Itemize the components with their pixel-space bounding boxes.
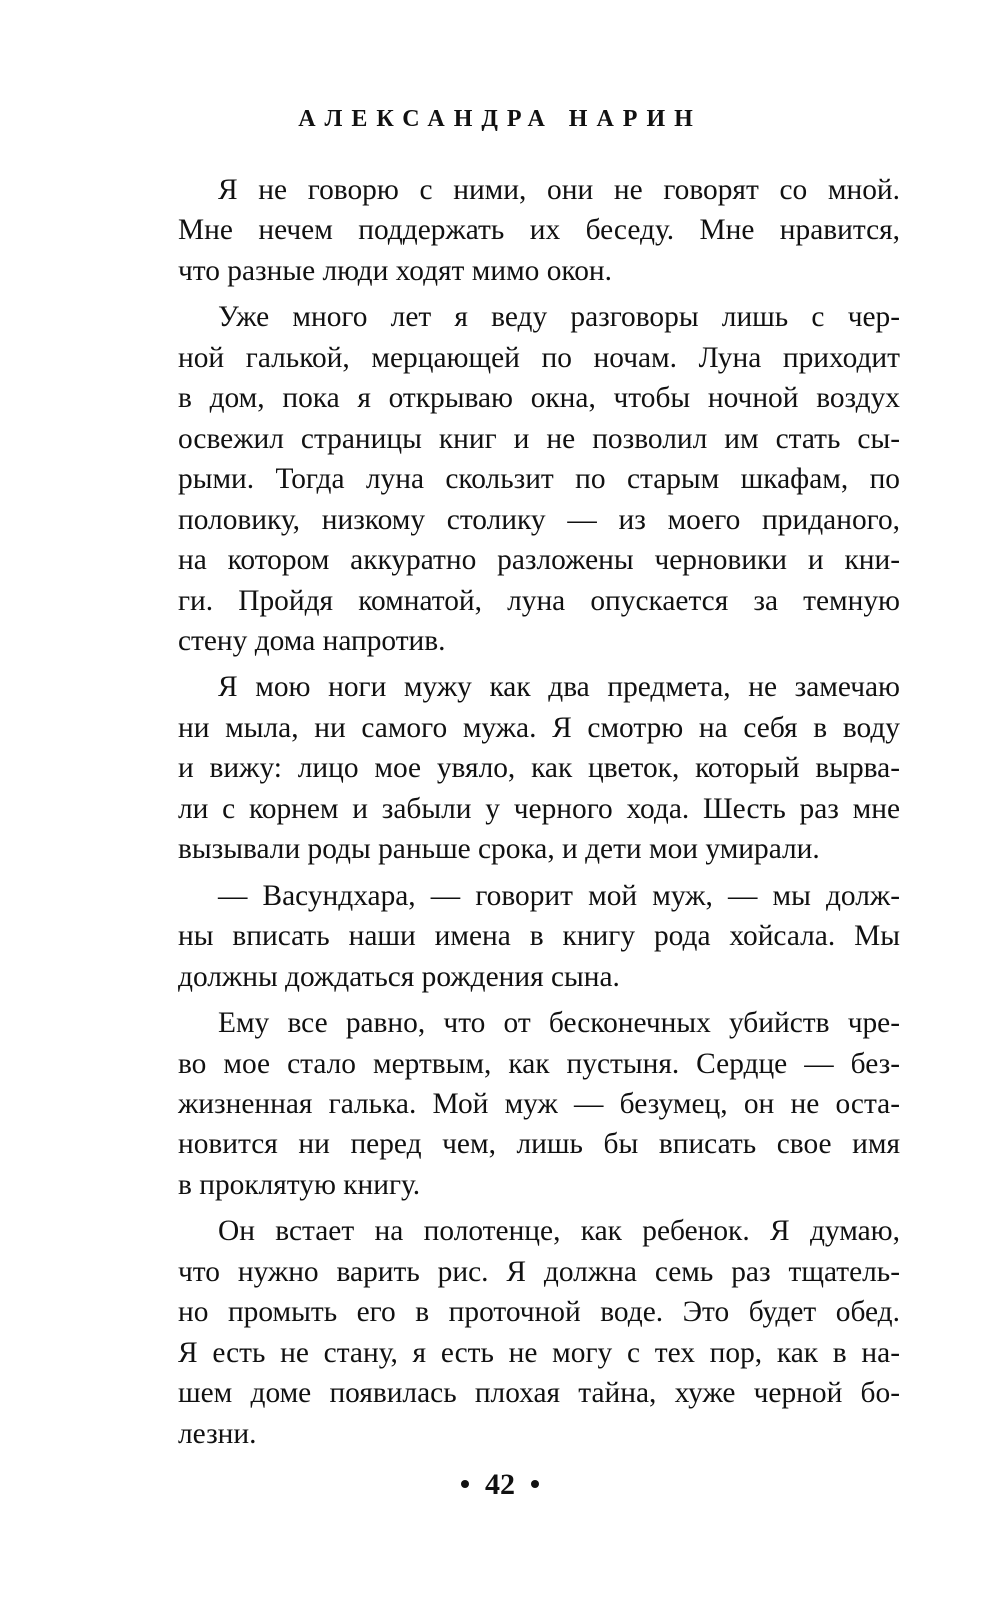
text-line: Я есть не стану, я есть не могу с тех пор, как в на- xyxy=(178,1336,900,1369)
text-line: половику, низкому столику — из моего приданого, xyxy=(178,503,900,536)
text-line: и вижу: лицо мое увяло, как цветок, который вырва- xyxy=(178,752,900,785)
bullet-right-icon xyxy=(531,1480,539,1488)
text-line: рыми. Тогда луна скользит по старым шкафам, по xyxy=(178,463,900,496)
text-line: ной галькой, мерцающей по ночам. Луна приходит xyxy=(178,341,900,374)
paragraph xyxy=(178,1003,900,1205)
text-line: стену дома напротив. xyxy=(178,624,446,657)
text-line: Я не говорю с ними, они не говорят со мной. xyxy=(218,174,900,206)
text-line: Я мою ноги мужу как два предмета, не замечаю xyxy=(218,671,900,704)
text-line: во мое стало мертвым, как пустыня. Сердце — без- xyxy=(178,1047,900,1080)
body-text xyxy=(178,170,900,1460)
text-line: должны дождаться рождения сына. xyxy=(178,960,620,993)
text-line: жизненная галька. Мой муж — безумец, он не оста- xyxy=(178,1087,900,1120)
text-line: освежил страницы книг и не позволил им стать сы- xyxy=(178,422,900,455)
text-line: что нужно варить рис. Я должна семь раз тщатель- xyxy=(178,1255,900,1288)
paragraph xyxy=(178,170,900,291)
text-line: ны вписать наши имена в книгу рода хойсала. Мы xyxy=(178,920,900,953)
text-line: в проклятую книгу. xyxy=(178,1168,421,1201)
bullet-left-icon xyxy=(461,1480,469,1488)
text-line: Он встает на полотенце, как ребенок. Я думаю, xyxy=(218,1215,900,1248)
text-line: лезни. xyxy=(178,1417,257,1450)
text-line: Мне нечем поддержать их беседу. Мне нравится, xyxy=(178,214,900,247)
paragraph xyxy=(178,297,900,661)
page-number-footer xyxy=(0,1468,1000,1502)
text-line: вызывали роды раньше срока, и дети мои умирали. xyxy=(178,833,820,866)
text-line: на котором аккуратно разложены черновики и кни- xyxy=(178,544,900,577)
page-number: 42 xyxy=(485,1468,515,1501)
text-line: — Васундхара, — говорит мой муж, — мы долж- xyxy=(218,879,900,912)
text-line: ли с корнем и забыли у черного хода. Шесть раз мне xyxy=(178,792,900,825)
text-line: ги. Пройдя комнатой, луна опускается за темную xyxy=(178,584,900,617)
text-line: Ему все равно, что от бесконечных убийств чре- xyxy=(218,1007,900,1040)
text-line: шем доме появилась плохая тайна, хуже черной бо- xyxy=(178,1377,900,1410)
text-line: Уже много лет я веду разговоры лишь с чер- xyxy=(218,301,900,334)
text-line: ни мыла, ни самого мужа. Я смотрю на себя в воду xyxy=(178,711,900,744)
text-line: в дом, пока я открываю окна, чтобы ночной воздух xyxy=(178,382,900,415)
paragraph xyxy=(178,667,900,869)
text-line: что разные люди ходят мимо окон. xyxy=(178,254,612,287)
paragraph xyxy=(178,1211,900,1454)
text-line: новится ни перед чем, лишь бы вписать свое имя xyxy=(178,1128,900,1161)
text-line: но промыть его в проточной воде. Это будет обед. xyxy=(178,1296,900,1329)
paragraph xyxy=(178,876,900,997)
running-head: АЛЕКСАНДРА НАРИН xyxy=(298,106,702,132)
